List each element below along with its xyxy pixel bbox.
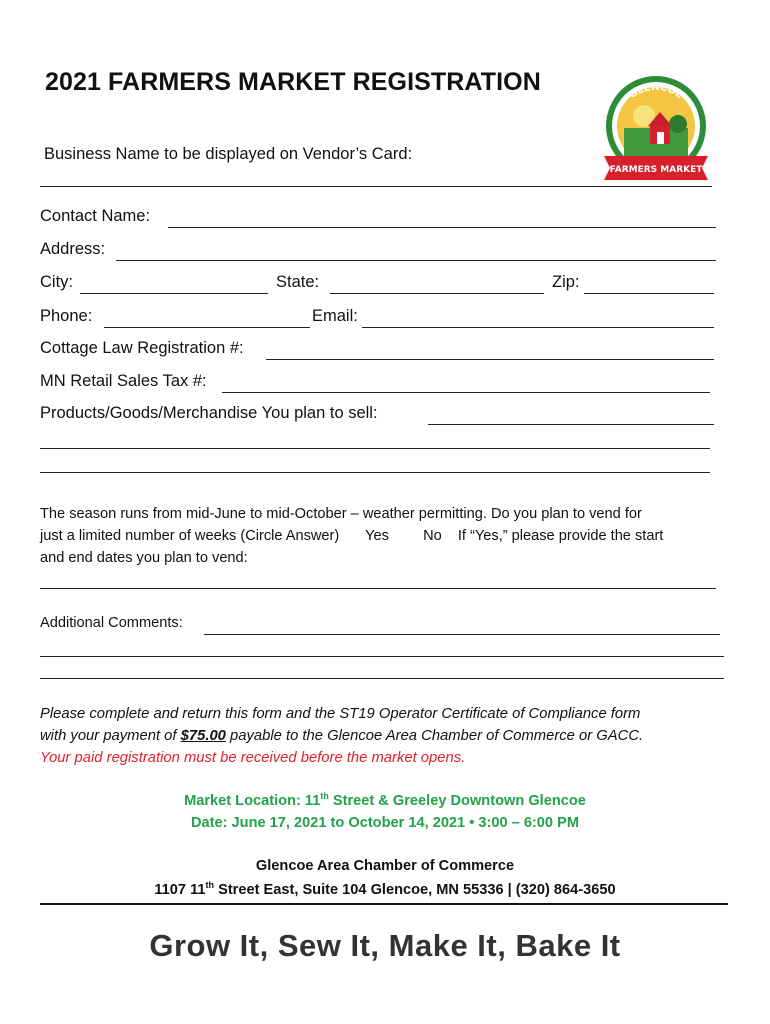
market-location xyxy=(40,791,730,809)
season-line-3: and end dates you plan to vend: xyxy=(40,550,248,566)
page-title: 2021 FARMERS MARKET REGISTRATION xyxy=(45,68,541,96)
season-paragraph xyxy=(40,503,730,569)
products-line-1[interactable] xyxy=(428,424,714,425)
cottage-law-label: Cottage Law Registration #: xyxy=(40,339,244,357)
comments-line-3[interactable] xyxy=(40,678,724,679)
cottage-law-line[interactable] xyxy=(266,359,714,360)
business-name-label: Business Name to be displayed on Vendor’s Card: xyxy=(44,145,413,163)
chamber-address-sup: th xyxy=(205,880,215,890)
vend-dates-line[interactable] xyxy=(40,588,716,589)
sales-tax-label: MN Retail Sales Tax #: xyxy=(40,372,207,390)
logo-bottom-text: FARMERS MARKET xyxy=(609,165,703,175)
comments-label: Additional Comments: xyxy=(40,615,183,631)
comments-line-1[interactable] xyxy=(204,634,720,635)
deadline-notice: Your paid registration must be received before the market opens. xyxy=(40,750,466,766)
market-location-sup: th xyxy=(320,791,329,801)
slogan: Grow It, Sew It, Make It, Bake It xyxy=(149,928,621,963)
business-name-line[interactable] xyxy=(40,186,712,187)
chamber-address xyxy=(40,880,730,898)
products-line-2[interactable] xyxy=(40,448,710,449)
address-line[interactable] xyxy=(116,260,716,261)
market-location-post: Street & Greeley Downtown Glencoe xyxy=(328,792,586,809)
address-label: Address: xyxy=(40,240,106,258)
instructions-line-1: Please complete and return this form and the ST19 Operator Certificate of Compliance form xyxy=(40,706,641,722)
products-label: Products/Goods/Merchandise You plan to sell: xyxy=(40,404,378,422)
no-option[interactable]: No xyxy=(423,528,442,544)
market-location-pre: Market Location: 11 xyxy=(184,792,321,809)
chamber-name: Glencoe Area Chamber of Commerce xyxy=(255,858,515,874)
sales-tax-line[interactable] xyxy=(222,392,710,393)
zip-label: Zip: xyxy=(552,273,580,291)
city-label: City: xyxy=(40,273,73,291)
state-label: State: xyxy=(276,273,320,291)
zip-line[interactable] xyxy=(584,293,714,294)
chamber-address-pre: 1107 11 xyxy=(154,881,206,898)
season-line-2a: just a limited number of weeks (Circle Answer) xyxy=(40,528,340,544)
market-date: Date: June 17, 2021 to October 14, 2021 • 3:00 – 6:00 PM xyxy=(191,815,579,831)
email-line[interactable] xyxy=(362,327,714,328)
phone-label: Phone: xyxy=(40,307,93,325)
instructions-line-2-pre: with your payment of xyxy=(40,728,181,744)
contact-name-line[interactable] xyxy=(168,227,716,228)
yes-option[interactable]: Yes xyxy=(365,528,389,544)
comments-line-2[interactable] xyxy=(40,656,724,657)
city-line[interactable] xyxy=(80,293,268,294)
registration-fee: $75.00 xyxy=(180,728,226,744)
season-line-2b: If “Yes,” please provide the start xyxy=(457,528,664,544)
contact-name-label: Contact Name: xyxy=(40,207,151,225)
glencoe-farmers-market-logo xyxy=(596,68,716,188)
products-line-3[interactable] xyxy=(40,472,710,473)
season-line-1: The season runs from mid-June to mid-October – weather permitting. Do you plan to vend for xyxy=(40,506,642,522)
instructions xyxy=(40,703,730,769)
phone-line[interactable] xyxy=(104,327,310,328)
instructions-line-2-post: payable to the Glencoe Area Chamber of Commerce or GACC. xyxy=(225,728,644,744)
email-label: Email: xyxy=(312,307,358,325)
logo-top-text: GLENCOE xyxy=(627,81,685,102)
chamber-address-post: Street East, Suite 104 Glencoe, MN 55336 | (320) 864-3650 xyxy=(214,881,616,898)
divider xyxy=(40,903,728,905)
state-line[interactable] xyxy=(330,293,544,294)
